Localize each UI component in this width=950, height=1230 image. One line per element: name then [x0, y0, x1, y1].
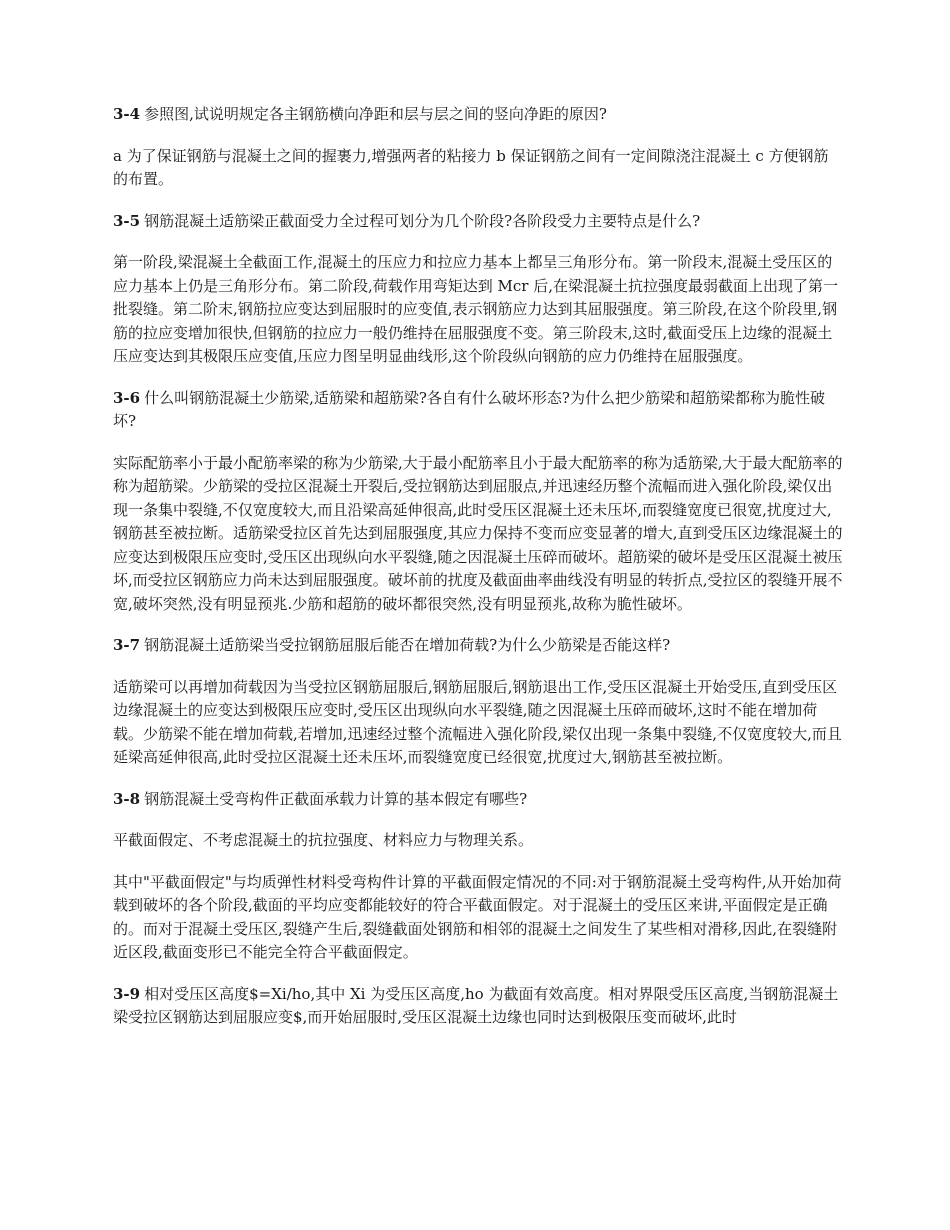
- question-number: 3-5: [113, 211, 141, 230]
- question-3-5: [113, 210, 843, 234]
- question-text: 钢筋混凝土适筋梁当受拉钢筋屈服后能否在增加荷载?为什么少筋梁是否能这样?: [144, 636, 671, 654]
- question-text: 相对受压区高度$=Xi/ho,其中 Xi 为受压区高度,ho 为截面有效高度。相对界限受压区高度,当钢筋混凝土梁受拉区钢筋达到屈服应变$,而开始屈服时,受压区混凝土边缘也同时达到极限压变而破坏,此时: [113, 984, 839, 1026]
- question-3-4: [113, 103, 843, 127]
- question-text: 钢筋混凝土适筋梁正截面受力全过程可划分为几个阶段?各阶段受力主要特点是什么?: [144, 211, 701, 230]
- question-3-7: [113, 634, 843, 658]
- question-3-9: [113, 983, 843, 1030]
- question-text: 什么叫钢筋混凝土少筋梁,适筋梁和超筋梁?各自有什么破坏形态?为什么把少筋梁和超筋梁都称为脆性破坏?: [113, 388, 825, 430]
- question-number: 3-8: [113, 789, 141, 808]
- question-number: 3-4: [113, 105, 141, 123]
- answer-3-7: 适筋梁可以再增加荷载因为当受拉区钢筋屈服后,钢筋屈服后,钢筋退出工作,受压区混凝土开始受压,直到受压区边缘混凝土的应变达到极限压应变时,受压区出现纵向水平裂缝,随之因混凝土压碎而破坏,这时不能在增加荷载。少筋梁不能在增加荷载,若增加,迅速经过整个流幅进入强化阶段,梁仅出现一条集中裂缝,不仅宽度较大,而且延梁高延伸很高,此时受拉区混凝土还未压坏,而裂缝宽度已经很宽,扰度过大,钢筋甚至被拉断。: [113, 677, 842, 766]
- answer-3-8-a: 平截面假定、不考虑混凝土的抗拉强度、材料应力与物理关系。: [113, 831, 534, 849]
- document-page: [113, 103, 843, 1048]
- question-text: 参照图,试说明规定各主钢筋横向净距和层与层之间的竖向净距的原因?: [144, 105, 607, 123]
- question-3-6: [113, 387, 843, 434]
- question-text: 钢筋混凝土受弯构件正截面承载力计算的基本假定有哪些?: [144, 789, 528, 808]
- question-number: 3-6: [113, 388, 141, 407]
- answer-3-5: 第一阶段,梁混凝土全截面工作,混凝土的压应力和拉应力基本上都呈三角形分布。第一阶段末,混凝土受压区的应力基本上仍是三角形分布。第二阶段,荷载作用弯矩达到 Mcr 后,在梁混凝土抗拉强度最弱截面上出现了第一批裂缝。第二阶末,钢筋拉应变达到屈服时的应变值,表示钢筋应力达到其屈服强度。第三阶段,在这个阶段里,钢筋的拉应变增加很快,但钢筋的拉应力一般仍维持在屈服强度不变。第三阶段末,这时,截面受压上边缘的混凝土压应变达到其极限压应变值,压应力图呈明显曲线形,这个阶段纵向钢筋的应力仍维持在屈服强度。: [113, 253, 839, 365]
- answer-3-6: 实际配筋率小于最小配筋率梁的称为少筋梁,大于最小配筋率且小于最大配筋率的称为适筋梁,大于最大配筋率的称为超筋梁。少筋梁的受拉区混凝土开裂后,受拉钢筋达到屈服点,并迅速经历整个流幅而进入强化阶段,梁仅出现一条集中裂缝,不仅宽度较大,而且沿梁高延伸很高,此时受压区混凝土还未压坏,而裂缝宽度已很宽,扰度过大,钢筋甚至被拉断。适筋梁受拉区首先达到屈服强度,其应力保持不变而应变显著的增大,直到受压区边缘混凝土的应变达到极限压应变时,受压区出现纵向水平裂缝,随之因混凝土压碎而破坏。超筋梁的破坏是受压区混凝土被压坏,而受拉区钢筋应力尚未达到屈服强度。破坏前的扰度及截面曲率曲线没有明显的转折点,受拉区的裂缝开展不宽,破坏突然,没有明显预兆.少筋和超筋的破坏都很突然,没有明显预兆,故称为脆性破坏。: [113, 453, 843, 613]
- question-number: 3-7: [113, 636, 141, 654]
- answer-3-4: a 为了保证钢筋与混凝土之间的握裹力,增强两者的粘接力 b 保证钢筋之间有一定间隙浇注混凝土 c 方便钢筋的布置。: [113, 146, 829, 188]
- answer-3-8-b: 其中"平截面假定"与均质弹性材料受弯构件计算的平截面假定情况的不同:对于钢筋混凝土受弯构件,从开始加荷载到破坏的各个阶段,截面的平均应变都能较好的符合平截面假定。对于混凝土的受压区来讲,平面假定是正确的。而对于混凝土受压区,裂缝产生后,裂缝截面处钢筋和相邻的混凝土之间发生了某些相对滑移,因此,在裂缝附近区段,截面变形已不能完全符合平截面假定。: [113, 872, 842, 961]
- question-number: 3-9: [113, 984, 141, 1003]
- question-3-8: [113, 788, 843, 812]
